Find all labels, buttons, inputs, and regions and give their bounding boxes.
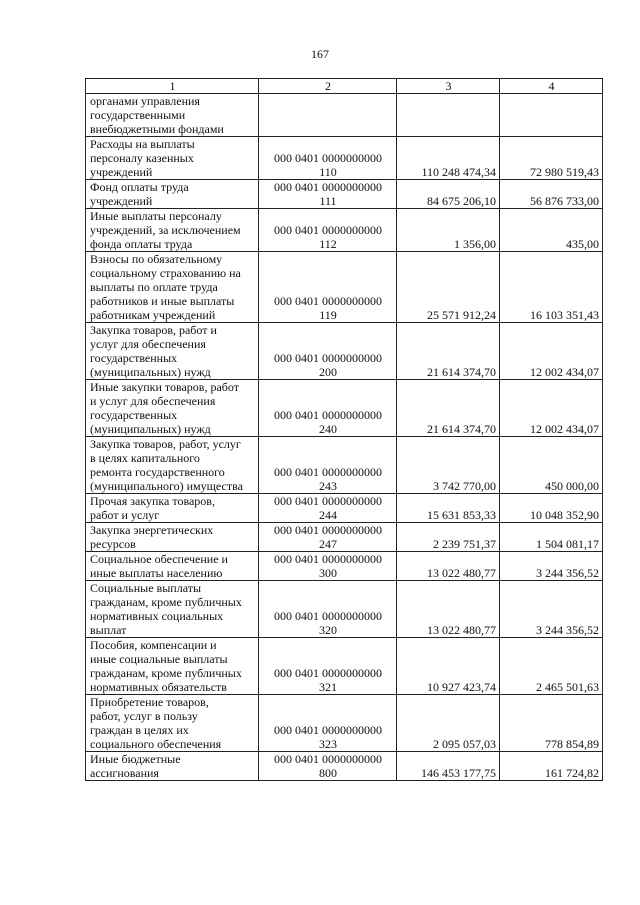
table-row (86, 137, 603, 180)
row-name-cell: Иные выплаты персоналу учреждений, за исключением фонда оплаты труда (86, 209, 259, 252)
row-name-cell: Прочая закупка товаров, работ и услуг (86, 494, 259, 523)
table-row (86, 94, 603, 137)
row-value4-cell: 12 002 434,07 (500, 380, 603, 437)
row-name-cell: органами управления государственными внебюджетными фондами (86, 94, 259, 137)
row-value3-cell (397, 94, 500, 137)
row-value3-cell: 21 614 374,70 (397, 323, 500, 380)
row-value4-cell (500, 94, 603, 137)
row-value4-cell: 16 103 351,43 (500, 252, 603, 323)
row-code-cell: 000 0401 0000000000 247 (259, 523, 397, 552)
row-value4-cell: 2 465 501,63 (500, 638, 603, 695)
row-code-cell: 000 0401 0000000000 321 (259, 638, 397, 695)
row-name-cell: Закупка энергетических ресурсов (86, 523, 259, 552)
row-value4-cell: 56 876 733,00 (500, 180, 603, 209)
row-value4-cell: 778 854,89 (500, 695, 603, 752)
row-value4-cell: 3 244 356,52 (500, 552, 603, 581)
row-name-cell: Закупка товаров, работ и услуг для обеспечения государственных (муниципальных) нужд (86, 323, 259, 380)
table-row (86, 552, 603, 581)
row-code-cell: 000 0401 0000000000 119 (259, 252, 397, 323)
row-code-cell (259, 94, 397, 137)
table-row (86, 638, 603, 695)
row-value4-cell: 12 002 434,07 (500, 323, 603, 380)
row-code-cell: 000 0401 0000000000 300 (259, 552, 397, 581)
table-row (86, 252, 603, 323)
row-code-cell: 000 0401 0000000000 800 (259, 752, 397, 781)
budget-table (85, 78, 603, 781)
row-value4-cell: 1 504 081,17 (500, 523, 603, 552)
row-value3-cell: 13 022 480,77 (397, 552, 500, 581)
row-name-cell: Социальные выплаты гражданам, кроме публичных нормативных социальных выплат (86, 581, 259, 638)
row-value3-cell: 21 614 374,70 (397, 380, 500, 437)
row-value3-cell: 10 927 423,74 (397, 638, 500, 695)
column-header: 1 (86, 79, 259, 94)
row-name-cell: Фонд оплаты труда учреждений (86, 180, 259, 209)
row-code-cell: 000 0401 0000000000 320 (259, 581, 397, 638)
row-name-cell: Социальное обеспечение и иные выплаты населению (86, 552, 259, 581)
row-code-cell: 000 0401 0000000000 244 (259, 494, 397, 523)
row-name-cell: Взносы по обязательному социальному страхованию на выплаты по оплате труда работников и иные выплаты работникам учреждений (86, 252, 259, 323)
table-row (86, 695, 603, 752)
table-header-row (86, 79, 603, 94)
table-row (86, 380, 603, 437)
row-name-cell: Иные закупки товаров, работ и услуг для обеспечения государственных (муниципальных) нужд (86, 380, 259, 437)
table-row (86, 523, 603, 552)
row-value3-cell: 84 675 206,10 (397, 180, 500, 209)
row-name-cell: Пособия, компенсации и иные социальные выплаты гражданам, кроме публичных нормативных обязательств (86, 638, 259, 695)
row-code-cell: 000 0401 0000000000 112 (259, 209, 397, 252)
row-value3-cell: 2 095 057,03 (397, 695, 500, 752)
row-value3-cell: 110 248 474,34 (397, 137, 500, 180)
row-code-cell: 000 0401 0000000000 111 (259, 180, 397, 209)
column-header: 2 (259, 79, 397, 94)
table-row (86, 581, 603, 638)
row-code-cell: 000 0401 0000000000 243 (259, 437, 397, 494)
row-code-cell: 000 0401 0000000000 323 (259, 695, 397, 752)
table-row (86, 752, 603, 781)
table-row (86, 209, 603, 252)
table-row (86, 323, 603, 380)
row-value4-cell: 72 980 519,43 (500, 137, 603, 180)
row-value3-cell: 13 022 480,77 (397, 581, 500, 638)
page-number: 167 (311, 47, 329, 61)
table-body (86, 79, 603, 781)
column-header: 4 (500, 79, 603, 94)
row-value4-cell: 3 244 356,52 (500, 581, 603, 638)
table-row (86, 494, 603, 523)
row-name-cell: Расходы на выплаты персоналу казенных учреждений (86, 137, 259, 180)
row-code-cell: 000 0401 0000000000 240 (259, 380, 397, 437)
row-value4-cell: 435,00 (500, 209, 603, 252)
row-value3-cell: 2 239 751,37 (397, 523, 500, 552)
row-value4-cell: 10 048 352,90 (500, 494, 603, 523)
row-value3-cell: 25 571 912,24 (397, 252, 500, 323)
row-name-cell: Приобретение товаров, работ, услуг в пользу граждан в целях их социального обеспечения (86, 695, 259, 752)
row-code-cell: 000 0401 0000000000 200 (259, 323, 397, 380)
table-row (86, 180, 603, 209)
column-header: 3 (397, 79, 500, 94)
row-value3-cell: 15 631 853,33 (397, 494, 500, 523)
row-code-cell: 000 0401 0000000000 110 (259, 137, 397, 180)
row-name-cell: Иные бюджетные ассигнования (86, 752, 259, 781)
row-value4-cell: 450 000,00 (500, 437, 603, 494)
row-value3-cell: 146 453 177,75 (397, 752, 500, 781)
table-row (86, 437, 603, 494)
row-name-cell: Закупка товаров, работ, услуг в целях капитального ремонта государственного (муниципального) имущества (86, 437, 259, 494)
row-value4-cell: 161 724,82 (500, 752, 603, 781)
row-value3-cell: 1 356,00 (397, 209, 500, 252)
row-value3-cell: 3 742 770,00 (397, 437, 500, 494)
